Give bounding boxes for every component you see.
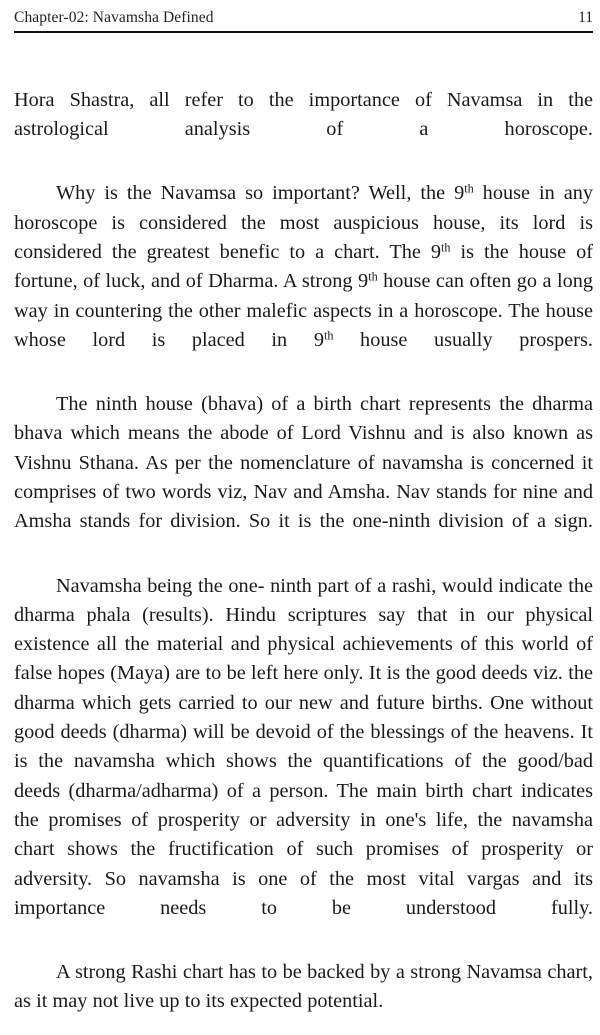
running-head-title: Chapter-02: Navamsha Defined [14, 9, 214, 26]
ordinal-suffix: th [323, 328, 334, 343]
paragraph-4: Navamsha being the one- ninth part of a rashi, would indicate the dharma phala (results). Hindu scriptures say that in our physical existence all the material and physical achievements of this world of false hopes (Maya) are to be left here only. It is the good deeds viz. the dharma which gets carried to our new and future births. One without good deeds (dharma) will be devoid of the blessings of the heavens. It is the navamsha which shows the quantifications of the good/bad deeds (dharma/adharma) of a person. The main birth chart indicates the promises of prosperity or adversity in one's life, the navamsha chart shows the fructification of such promises of prosperity or adversity. So navamsha is one of the most vital vargas and its importance needs to be understood fully. [14, 574, 593, 919]
page-number: 11 [578, 9, 593, 26]
ordinal-suffix: th [464, 182, 474, 197]
paragraph-5: A strong Rashi chart has to be backed by a strong Navamsa chart, as it may not live up to its expected potential. [14, 960, 593, 1013]
body-text-block [14, 86, 593, 1017]
ordinal-suffix: th [441, 240, 451, 255]
paragraph-3: The ninth house (bhava) of a birth chart represents the dharma bhava which means the abode of Lord Vishnu and is also known as Vishnu Sthana. As per the nomenclature of navamsha is concerned it comprises of two words viz, Nav and Amsha. Nav stands for nine and Amsha stands for division. So it is the one-ninth division of a sign. [14, 393, 593, 533]
ordinal-suffix: th [368, 270, 378, 285]
header-rule [14, 31, 593, 33]
paragraph-2: Why is the Navamsa so important? Well, the 9th house in any horoscope is considered the most auspicious house, its lord is considered the greatest benefic to a chart. The 9th is the house of fortune, of luck, and of Dharma. A strong 9th house can often go a long way in countering the other malefic aspects in a horoscope. The house whose lord is placed in 9th house usually prospers. [14, 182, 594, 351]
paragraph-1: Hora Shastra, all refer to the importance of Navamsa in the astrological analysis of a horoscope. [14, 89, 593, 141]
